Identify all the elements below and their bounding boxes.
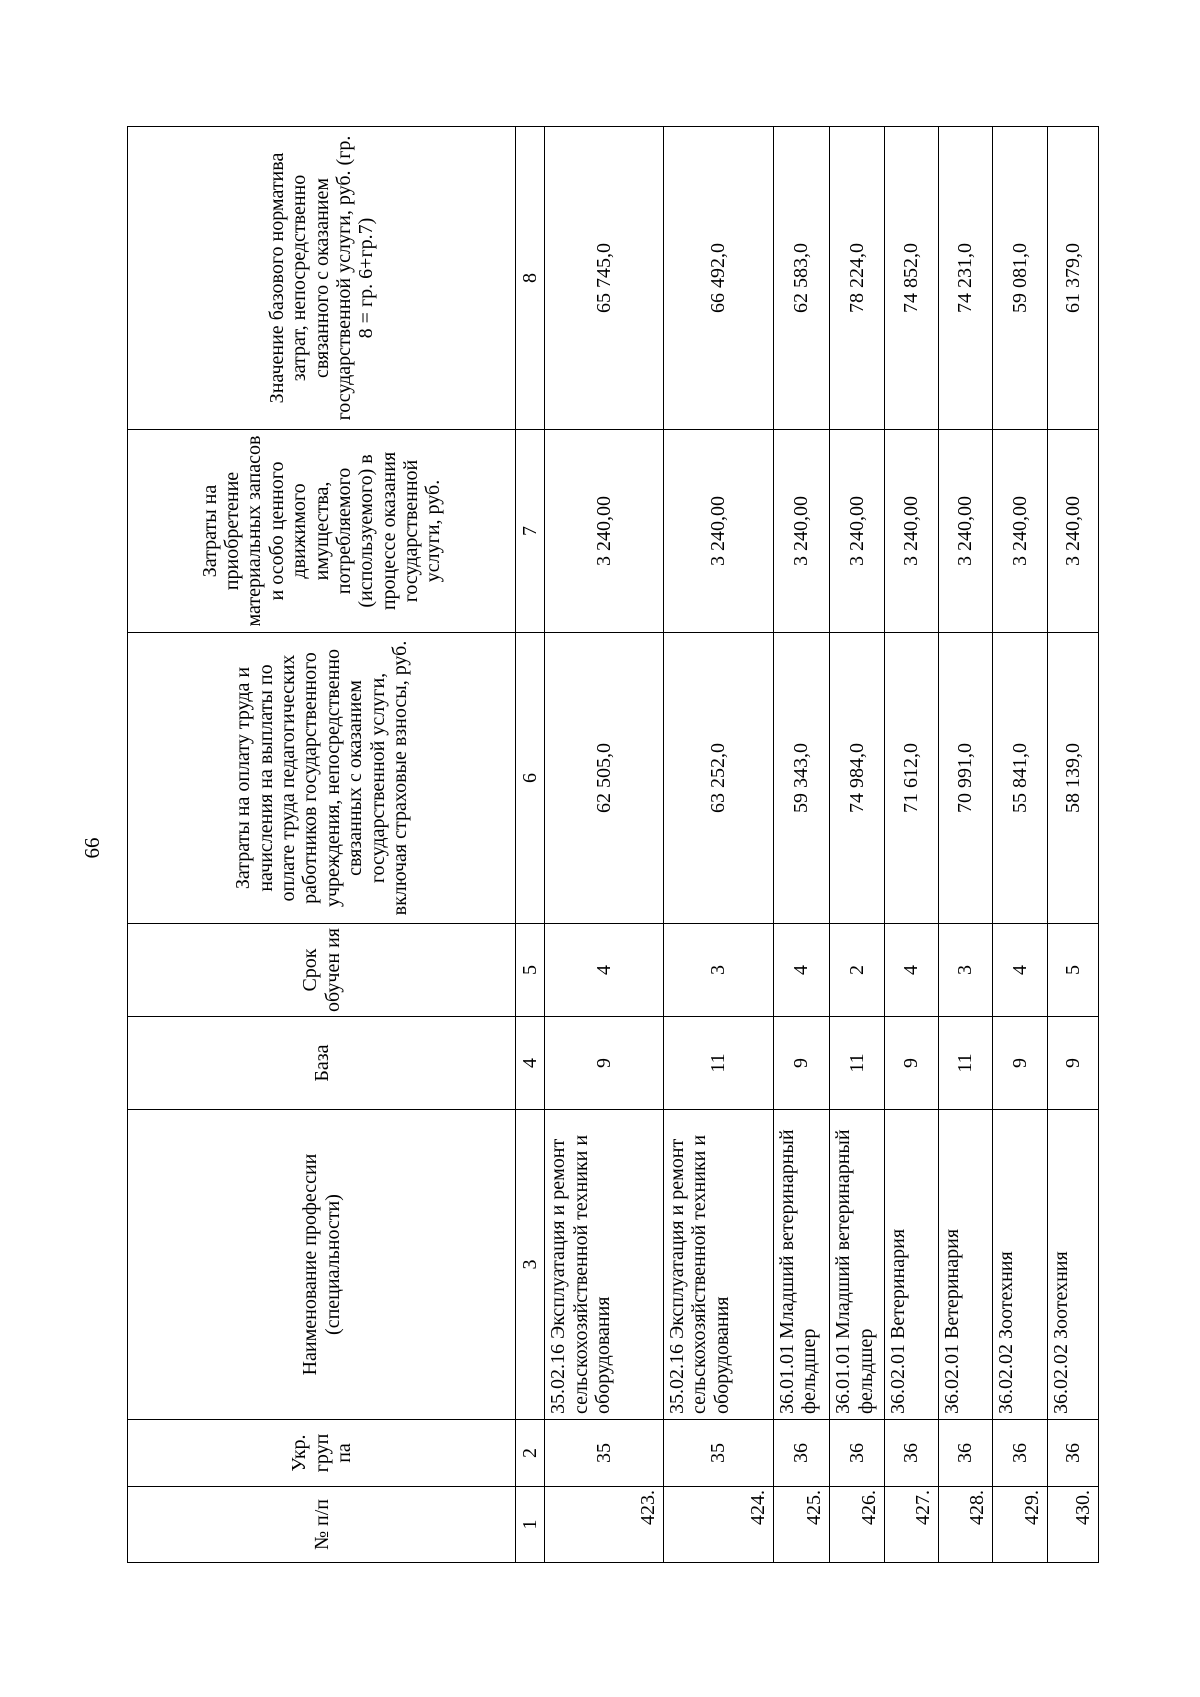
- total-norm-cell: 78 224,0: [830, 127, 885, 430]
- term-cell: 3: [663, 924, 773, 1017]
- profession-name: 36.01.01 Младший ветеринарный фельдшер: [830, 1110, 885, 1420]
- labor-cost-cell: 63 252,0: [663, 633, 773, 924]
- materials-cost-cell: 3 240,00: [939, 430, 993, 633]
- term-cell: 4: [993, 924, 1048, 1017]
- group-cell: 36: [774, 1420, 830, 1487]
- table-row: [1048, 127, 1099, 1563]
- column-number-cell: 7: [516, 430, 545, 633]
- total-norm-cell: 66 492,0: [663, 127, 773, 430]
- group-cell: 35: [545, 1420, 664, 1487]
- table-row: [939, 127, 993, 1563]
- group-cell: 36: [885, 1420, 939, 1487]
- column-number-cell: 8: [516, 127, 545, 430]
- base-cell: 11: [830, 1017, 885, 1110]
- term-cell: 5: [1048, 924, 1099, 1017]
- labor-cost-cell: 55 841,0: [993, 633, 1048, 924]
- group-cell: 36: [939, 1420, 993, 1487]
- row-number: 424.: [663, 1487, 773, 1563]
- profession-name: 35.02.16 Эксплуатация и ремонт сельскохозяйственной техники и оборудования: [663, 1110, 773, 1420]
- header-cell: Укр. груп па: [128, 1420, 516, 1487]
- base-cell: 9: [1048, 1017, 1099, 1110]
- term-cell: 2: [830, 924, 885, 1017]
- base-cell: 9: [993, 1017, 1048, 1110]
- row-number: 427.: [885, 1487, 939, 1563]
- header-cell: База: [128, 1017, 516, 1110]
- term-cell: 4: [885, 924, 939, 1017]
- rotated-page-content: [127, 127, 1099, 1563]
- profession-name: 36.02.01 Ветеринария: [939, 1110, 993, 1420]
- header-cell: Значение базового норматива затрат, непосредственно связанного с оказанием государственной услуги, руб. (гр. 8 = гр. 6+гр.7): [128, 127, 516, 430]
- page-number: 66: [80, 837, 104, 859]
- column-number-cell: 4: [516, 1017, 545, 1110]
- total-norm-cell: 74 231,0: [939, 127, 993, 430]
- materials-cost-cell: 3 240,00: [885, 430, 939, 633]
- labor-cost-cell: 58 139,0: [1048, 633, 1099, 924]
- row-number: 425.: [774, 1487, 830, 1563]
- profession-name: 36.02.02 Зоотехния: [1048, 1110, 1099, 1420]
- group-cell: 36: [1048, 1420, 1099, 1487]
- header-cell: № п/п: [128, 1487, 516, 1563]
- table-row: [663, 127, 773, 1563]
- table-row: [545, 127, 664, 1563]
- group-cell: 35: [663, 1420, 773, 1487]
- labor-cost-cell: 70 991,0: [939, 633, 993, 924]
- header-cell: Наименование профессии (специальности): [128, 1110, 516, 1420]
- profession-name: 35.02.16 Эксплуатация и ремонт сельскохозяйственной техники и оборудования: [545, 1110, 664, 1420]
- header-cell: Затраты на оплату труда и начисления на выплаты по оплате труда педагогических работников государственного учреждения, непосредственно связанных с оказанием государственной услуги, включая страховые взносы, руб.: [128, 633, 516, 924]
- group-cell: 36: [993, 1420, 1048, 1487]
- row-number: 430.: [1048, 1487, 1099, 1563]
- cost-norm-table: [127, 126, 1099, 1563]
- total-norm-cell: 62 583,0: [774, 127, 830, 430]
- base-cell: 11: [939, 1017, 993, 1110]
- total-norm-cell: 65 745,0: [545, 127, 664, 430]
- materials-cost-cell: 3 240,00: [1048, 430, 1099, 633]
- profession-name: 36.01.01 Младший ветеринарный фельдшер: [774, 1110, 830, 1420]
- materials-cost-cell: 3 240,00: [545, 430, 664, 633]
- total-norm-cell: 74 852,0: [885, 127, 939, 430]
- table-row: [885, 127, 939, 1563]
- table-row: [830, 127, 885, 1563]
- term-cell: 3: [939, 924, 993, 1017]
- table-header-row: [128, 127, 516, 1563]
- labor-cost-cell: 74 984,0: [830, 633, 885, 924]
- table-row: [774, 127, 830, 1563]
- base-cell: 9: [774, 1017, 830, 1110]
- row-number: 426.: [830, 1487, 885, 1563]
- profession-name: 36.02.02 Зоотехния: [993, 1110, 1048, 1420]
- column-number-row: [516, 127, 545, 1563]
- total-norm-cell: 59 081,0: [993, 127, 1048, 430]
- term-cell: 4: [545, 924, 664, 1017]
- base-cell: 11: [663, 1017, 773, 1110]
- base-cell: 9: [545, 1017, 664, 1110]
- column-number-cell: 1: [516, 1487, 545, 1563]
- header-cell: Затраты на приобретение материальных запасов и особо ценного движимого имущества, потребляемого (используемого) в процессе оказания государственной услуги, руб.: [128, 430, 516, 633]
- column-number-cell: 5: [516, 924, 545, 1017]
- term-cell: 4: [774, 924, 830, 1017]
- column-number-cell: 3: [516, 1110, 545, 1420]
- base-cell: 9: [885, 1017, 939, 1110]
- materials-cost-cell: 3 240,00: [774, 430, 830, 633]
- group-cell: 36: [830, 1420, 885, 1487]
- materials-cost-cell: 3 240,00: [663, 430, 773, 633]
- profession-name: 36.02.01 Ветеринария: [885, 1110, 939, 1420]
- row-number: 429.: [993, 1487, 1048, 1563]
- column-number-cell: 6: [516, 633, 545, 924]
- total-norm-cell: 61 379,0: [1048, 127, 1099, 430]
- header-cell: Срок обучен ия: [128, 924, 516, 1017]
- materials-cost-cell: 3 240,00: [830, 430, 885, 633]
- row-number: 428.: [939, 1487, 993, 1563]
- labor-cost-cell: 59 343,0: [774, 633, 830, 924]
- labor-cost-cell: 62 505,0: [545, 633, 664, 924]
- column-number-cell: 2: [516, 1420, 545, 1487]
- materials-cost-cell: 3 240,00: [993, 430, 1048, 633]
- labor-cost-cell: 71 612,0: [885, 633, 939, 924]
- table-row: [993, 127, 1048, 1563]
- row-number: 423.: [545, 1487, 664, 1563]
